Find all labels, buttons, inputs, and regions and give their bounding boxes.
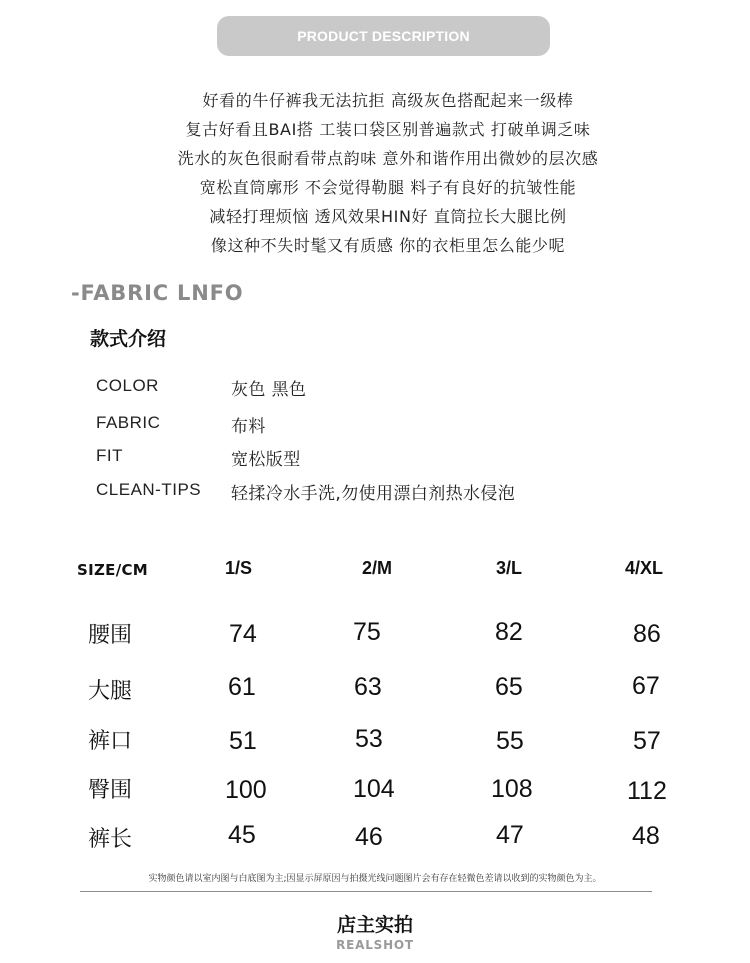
- size-row-label: 腰围: [88, 623, 133, 648]
- size-cell: 57: [633, 727, 661, 755]
- spec-label-fabric: FABRIC: [96, 413, 161, 432]
- size-cell: 75: [353, 618, 381, 646]
- size-cell: 47: [496, 821, 524, 849]
- size-cell: 108: [491, 775, 533, 803]
- size-row-label: 大腿: [88, 679, 133, 704]
- size-row-label: 裤口: [88, 729, 133, 754]
- size-cell: 67: [632, 672, 660, 700]
- realshot-subtitle: REALSHOT: [336, 938, 414, 952]
- spec-label-color: COLOR: [96, 376, 159, 395]
- size-cell: 45: [228, 821, 256, 849]
- size-cell: 46: [355, 823, 383, 851]
- size-cell: 74: [229, 620, 257, 648]
- product-description-label: PRODUCT DESCRIPTION: [297, 28, 470, 44]
- size-cell: 100: [225, 776, 267, 804]
- size-cell: 82: [495, 618, 523, 646]
- size-row-label: 裤长: [88, 827, 133, 852]
- size-table-header-l: 3/L: [496, 558, 523, 578]
- size-table-header-size: SIZE/CM: [77, 561, 149, 579]
- description-block: [0, 86, 750, 260]
- fabric-info-title: -FABRIC LNFO: [71, 281, 244, 305]
- description-line: 宽松直筒廓形 不会觉得勒腿 料子有良好的抗皱性能: [199, 178, 577, 197]
- size-cell: 53: [355, 725, 383, 753]
- style-intro-heading: 款式介绍: [90, 328, 167, 350]
- size-cell: 55: [496, 727, 524, 755]
- size-table-header-m: 2/M: [362, 558, 393, 578]
- description-line: 减轻打理烦恼 透风效果HIN好 直筒拉长大腿比例: [209, 207, 567, 226]
- size-table-header-xl: 4/XL: [625, 558, 664, 578]
- size-cell: 104: [353, 775, 395, 803]
- divider-line: [80, 891, 652, 892]
- description-line: 复古好看且BAI搭 工装口袋区别普遍款式 打破单调乏味: [185, 120, 591, 139]
- description-line: 好看的牛仔裤我无法抗拒 高级灰色搭配起来一级棒: [202, 91, 574, 110]
- size-cell: 86: [633, 620, 661, 648]
- size-row-label: 臀围: [88, 778, 133, 803]
- size-cell: 51: [229, 727, 257, 755]
- realshot-title: 店主实拍: [336, 914, 413, 936]
- size-cell: 65: [495, 673, 523, 701]
- spec-label-fit: FIT: [96, 446, 123, 465]
- spec-label-clean-tips: CLEAN-TIPS: [96, 480, 202, 499]
- size-cell: 48: [632, 822, 660, 850]
- spec-value-color: 灰色 黑色: [231, 380, 307, 400]
- size-cell: 112: [627, 777, 667, 805]
- description-line: 洗水的灰色很耐看带点韵味 意外和谐作用出微妙的层次感: [177, 149, 599, 168]
- spec-value-clean-tips: 轻揉冷水手洗,勿使用漂白剂热水侵泡: [231, 484, 516, 504]
- spec-value-fabric: 布料: [231, 417, 266, 437]
- spec-value-fit: 宽松版型: [231, 450, 301, 470]
- color-disclaimer-note: 实物颜色请以室内图与白底图为主;因显示屏原因与拍摄光线问题图片会有存在轻微色差请以收到的实物颜色为主。: [148, 874, 602, 884]
- size-cell: 63: [354, 673, 382, 701]
- product-description-banner: [217, 16, 550, 56]
- size-cell: 61: [228, 673, 256, 701]
- description-line: 像这种不失时髦又有质感 你的衣柜里怎么能少呢: [210, 236, 566, 255]
- size-table-header-s: 1/S: [225, 558, 253, 578]
